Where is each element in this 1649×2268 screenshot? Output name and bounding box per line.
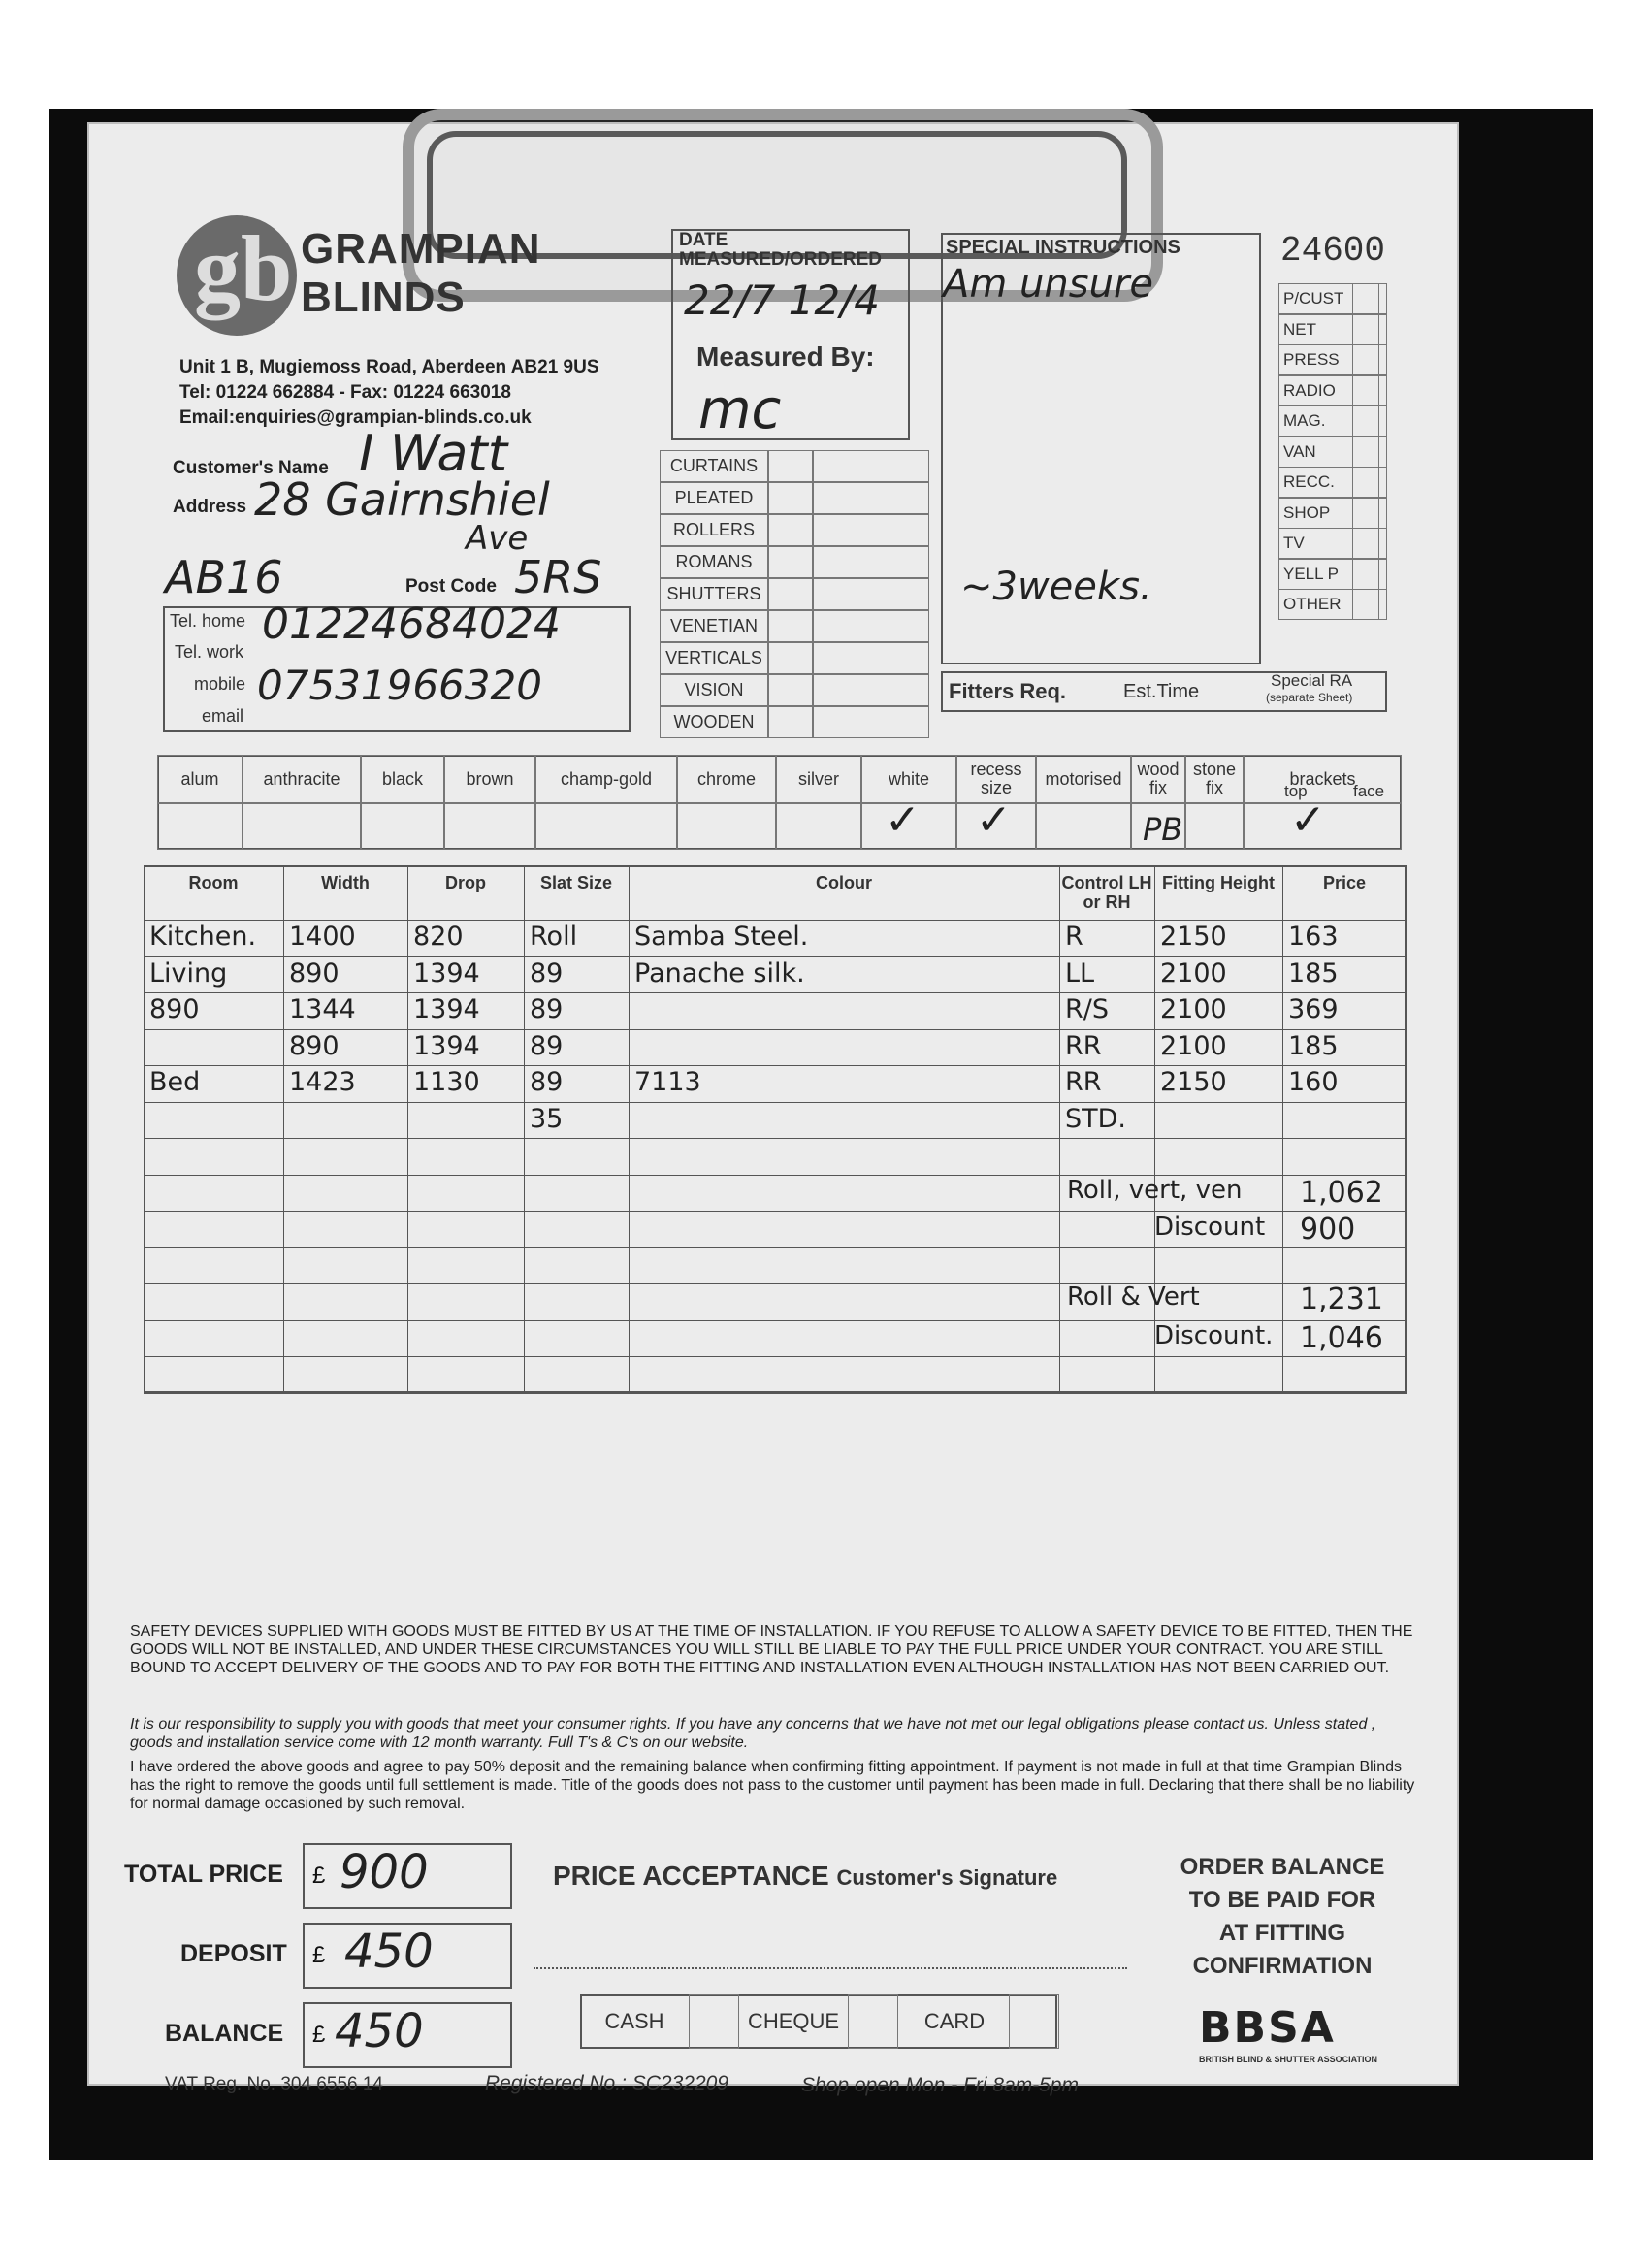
product-type-cell: CURTAINS — [660, 450, 768, 482]
source-option-cell: PRESS — [1278, 344, 1379, 375]
footer-vat: VAT Reg. No. 304 6556 14 — [165, 2074, 383, 2094]
postcode-value: 5RS — [514, 551, 602, 603]
table-row-line — [144, 1211, 1406, 1212]
finish-value-cell — [776, 803, 861, 850]
table-cell: 89 — [530, 1067, 564, 1097]
table-cell: 1344 — [289, 994, 356, 1024]
product-type-box2 — [813, 450, 929, 482]
table-cell: Samba Steel. — [634, 922, 809, 952]
footer-registered: Registered No.: SC232209 — [485, 2072, 728, 2094]
product-type-box — [768, 610, 813, 642]
finish-header-cell: black — [361, 755, 444, 803]
table-cell: 89 — [530, 957, 564, 988]
source-option-cell: SHOP — [1278, 498, 1379, 529]
source-option-check — [1352, 498, 1387, 529]
product-type-box2 — [813, 674, 929, 706]
table-cell: 1394 — [413, 957, 480, 988]
source-option-check — [1352, 528, 1387, 559]
table-header-1: Width — [321, 873, 370, 892]
finish-header-cell: brackets — [1244, 755, 1402, 803]
source-option-check — [1352, 283, 1387, 314]
table-row-line — [144, 1029, 1406, 1030]
deposit-label: DEPOSIT — [180, 1940, 287, 1967]
table-cell: 369 — [1288, 994, 1339, 1024]
bbsa-logo: BBSA — [1199, 2003, 1336, 2053]
table-cell: 2100 — [1160, 957, 1227, 988]
logo-name-line1: GRAMPIAN — [301, 225, 541, 273]
table-cell: 1394 — [413, 994, 480, 1024]
table-cell: 89 — [530, 1030, 564, 1061]
source-option-check — [1352, 559, 1387, 590]
table-cell: 890 — [289, 957, 340, 988]
table-cell: R/S — [1065, 994, 1109, 1024]
table-header-4: Colour — [816, 873, 872, 892]
summary-value: 900 — [1300, 1213, 1356, 1247]
white-check: ✓ — [885, 795, 921, 845]
brackets-face: face — [1353, 782, 1385, 800]
finish-header-cell: brown — [444, 755, 535, 803]
table-cell: 2100 — [1160, 994, 1227, 1024]
payment-method-2: CARD — [923, 2009, 986, 2033]
terms-rights: It is our responsibility to supply you with goods that meet your consumer rights. If you have any concerns that we have not met our legal obligations please contact us. Unless stated , goods and installation service come with 12 month warranty. Full T's & C's on our website. — [130, 1716, 1376, 1751]
signature-line — [534, 1967, 1127, 1969]
finish-header-cell: recess size — [956, 755, 1036, 803]
total-price-value: 900 — [340, 1845, 429, 1899]
source-option-check — [1352, 589, 1387, 620]
price-acceptance-label — [553, 1861, 1057, 1892]
product-type-box — [768, 514, 813, 546]
source-option-cell: YELL P — [1278, 559, 1379, 590]
table-cell: Roll — [530, 922, 578, 952]
finish-value-cell — [535, 803, 677, 850]
table-row-line — [144, 956, 1406, 957]
finish-header-cell: stone fix — [1185, 755, 1244, 803]
table-column-line — [407, 865, 408, 1393]
product-type-box — [768, 450, 813, 482]
top-check: ✓ — [1290, 795, 1326, 845]
table-cell: 1423 — [289, 1067, 356, 1097]
table-cell: 820 — [413, 922, 464, 952]
table-column-line — [629, 865, 630, 1393]
product-type-box2 — [813, 546, 929, 578]
table-cell: STD. — [1065, 1103, 1127, 1134]
summary-label: Discount — [1154, 1213, 1266, 1242]
product-type-box2 — [813, 642, 929, 674]
table-cell: Bed — [149, 1067, 201, 1097]
table-column-line — [1282, 865, 1283, 1393]
table-cell: 7113 — [634, 1067, 701, 1097]
total-price-label: TOTAL PRICE — [124, 1861, 283, 1888]
summary-label: Discount. — [1154, 1321, 1274, 1350]
tel-work-label: Tel. work — [175, 642, 244, 662]
balance-label: BALANCE — [165, 2020, 284, 2047]
payment-method-1: CHEQUE — [747, 2009, 840, 2033]
table-row-line — [144, 992, 1406, 993]
email-label: email — [202, 706, 244, 726]
date-label: DATE MEASURED/ORDERED — [679, 230, 883, 270]
table-cell: 890 — [149, 994, 200, 1024]
finish-header-cell: white — [861, 755, 956, 803]
recess-check: ✓ — [976, 795, 1012, 845]
table-cell: Living — [149, 957, 228, 988]
postcode-label: Post Code — [405, 576, 497, 597]
payment-method-0: CASH — [604, 2009, 664, 2033]
table-column-line — [524, 865, 525, 1393]
table-row-line — [144, 1283, 1406, 1284]
table-cell: 1394 — [413, 1030, 480, 1061]
table-cell: 185 — [1288, 1030, 1339, 1061]
finish-header-cell: wood fix — [1131, 755, 1185, 803]
product-type-cell: ROLLERS — [660, 514, 768, 546]
product-type-cell: VERTICALS — [660, 642, 768, 674]
product-type-box2 — [813, 482, 929, 514]
tel-home-label: Tel. home — [170, 611, 246, 631]
summary-value: 1,046 — [1300, 1321, 1383, 1355]
table-column-line — [283, 865, 284, 1393]
tel-home-value: 01224684024 — [262, 599, 561, 649]
logo-name-line2: BLINDS — [301, 274, 466, 321]
product-type-box2 — [813, 706, 929, 738]
product-type-box — [768, 642, 813, 674]
finish-value-cell — [1036, 803, 1131, 850]
table-header-0: Room — [188, 873, 239, 892]
finish-header-cell: chrome — [677, 755, 776, 803]
product-type-box2 — [813, 578, 929, 610]
wood-fix-mark: PB — [1143, 811, 1183, 848]
table-cell: 35 — [530, 1103, 564, 1134]
source-option-check — [1352, 344, 1387, 375]
source-option-cell: OTHER — [1278, 589, 1379, 620]
product-type-cell: VISION — [660, 674, 768, 706]
deposit-value: 450 — [344, 1925, 434, 1979]
source-option-check — [1352, 314, 1387, 345]
summary-value: 1,062 — [1300, 1176, 1383, 1210]
table-column-line — [1154, 865, 1155, 1393]
fitters-label: Fitters Req. — [949, 679, 1067, 703]
special-ra-label: Special RA — [1271, 671, 1353, 690]
table-cell: RR — [1065, 1030, 1102, 1061]
table-cell: 890 — [289, 1030, 340, 1061]
finish-header-cell: motorised — [1036, 755, 1131, 803]
source-option-check — [1352, 405, 1387, 437]
payment-check-box — [689, 1994, 739, 2049]
product-type-cell: PLEATED — [660, 482, 768, 514]
table-cell: 160 — [1288, 1067, 1339, 1097]
balance-value: 450 — [335, 2004, 424, 2058]
table-cell: 163 — [1288, 922, 1339, 952]
table-row-line — [144, 920, 1406, 921]
footer-hours: Shop open Mon - Fri 8am-5pm — [801, 2074, 1079, 2096]
table-header-6: Fitting Height — [1162, 873, 1275, 892]
finish-header-cell: alum — [157, 755, 242, 803]
special-instructions-note1: Am unsure — [943, 262, 1153, 307]
table-cell: 1400 — [289, 922, 356, 952]
product-type-box — [768, 706, 813, 738]
finish-value-cell — [361, 803, 444, 850]
price-acceptance-title: PRICE ACCEPTANCE — [553, 1861, 829, 1891]
summary-value: 1,231 — [1300, 1282, 1383, 1316]
postcode-prefix: AB16 — [165, 551, 283, 603]
customer-name: I Watt — [359, 425, 508, 483]
brackets-top: top — [1284, 782, 1308, 800]
logo-initials: gb — [194, 216, 293, 320]
table-cell: 89 — [530, 994, 564, 1024]
table-header-2: Drop — [445, 873, 486, 892]
address-label: Address — [173, 497, 247, 517]
payment-check-box — [848, 1994, 898, 2049]
source-option-cell: MAG. — [1278, 405, 1379, 437]
product-type-cell: WOODEN — [660, 706, 768, 738]
table-header-5: Control LH or RH — [1061, 873, 1152, 912]
table-row-line — [144, 1065, 1406, 1066]
product-type-box2 — [813, 514, 929, 546]
source-option-cell: RECC. — [1278, 467, 1379, 498]
special-ra-sub: (separate Sheet) — [1266, 691, 1353, 704]
table-cell: Kitchen. — [149, 922, 257, 952]
table-row-line — [144, 1393, 1406, 1394]
date-value: 22/7 12/4 — [684, 276, 880, 324]
company-address: Unit 1 B, Mugiemoss Road, Aberdeen AB21 9US — [179, 357, 599, 377]
table-cell: 2150 — [1160, 922, 1227, 952]
table-row-line — [144, 1138, 1406, 1139]
product-type-box2 — [813, 610, 929, 642]
mobile-value: 07531966320 — [257, 662, 542, 709]
source-option-check — [1352, 437, 1387, 468]
product-type-box — [768, 578, 813, 610]
finish-value-cell — [677, 803, 776, 850]
finish-value-cell — [1185, 803, 1244, 850]
product-type-box — [768, 482, 813, 514]
order-number: 24600 — [1280, 231, 1386, 271]
table-cell: LL — [1065, 957, 1095, 988]
table-column-line — [1059, 865, 1060, 1393]
table-row-line — [144, 1356, 1406, 1357]
product-type-cell: VENETIAN — [660, 610, 768, 642]
finish-header-cell: silver — [776, 755, 861, 803]
source-option-cell: TV — [1278, 528, 1379, 559]
table-cell: R — [1065, 922, 1083, 952]
order-balance-note: ORDER BALANCE TO BE PAID FOR AT FITTING CONFIRMATION — [1180, 1854, 1385, 1979]
deposit-currency: £ — [312, 1942, 326, 1968]
bbsa-sub: BRITISH BLIND & SHUTTER ASSOCIATION — [1199, 2055, 1377, 2064]
table-cell: RR — [1065, 1067, 1102, 1097]
finish-value-cell — [444, 803, 535, 850]
terms-deposit: I have ordered the above goods and agree to pay 50% deposit and the remaining balance when confirming fitting appointment. If payment is not made in full at that time Grampian Blinds has the right to remove the goods until full settlement is made. Title of the goods does not pass to the customer until payment has been made in full. Declaring that there shall be no liability for normal damage occasioned by such removal. — [130, 1759, 1415, 1812]
special-instructions-note2: ~3weeks. — [960, 565, 1152, 609]
table-header-3: Slat Size — [539, 873, 613, 892]
table-cell: 185 — [1288, 957, 1339, 988]
finish-value-cell — [157, 803, 242, 850]
table-row-line — [144, 1102, 1406, 1103]
source-option-check — [1352, 467, 1387, 498]
payment-check-box — [1009, 1994, 1059, 2049]
source-option-cell: P/CUST — [1278, 283, 1379, 314]
source-option-check — [1352, 375, 1387, 406]
table-cell: 2100 — [1160, 1030, 1227, 1061]
table-header-7: Price — [1322, 873, 1367, 892]
address-line1: 28 Gairnshiel — [254, 473, 550, 526]
table-row-line — [144, 1247, 1406, 1248]
table-cell: 2150 — [1160, 1067, 1227, 1097]
source-option-cell: RADIO — [1278, 375, 1379, 406]
product-type-cell: SHUTTERS — [660, 578, 768, 610]
table-cell: 1130 — [413, 1067, 480, 1097]
balance-currency: £ — [312, 2022, 326, 2048]
terms-safety: SAFETY DEVICES SUPPLIED WITH GOODS MUST BE FITTED BY US AT THE TIME OF INSTALLATION. IF YOU REFUSE TO ALLOW A SAFETY DEVICE TO BE FITTED, THEN THE GOODS WILL NOT BE INSTALLED, AND UNDER THESE CIRCUMSTANCES YOU WILL STILL BE LIABLE TO PAY THE FULL PRICE UNDER YOUR CONTRACT. YOU ARE STILL BOUND TO ACCEPT DELIVERY OF THE GOODS AND TO PAY FOR BOTH THE FITTING AND INSTALLATION EVEN ALTHOUGH INSTALLATION HAS NOT BEEN CARRIED OUT. — [130, 1623, 1413, 1676]
measured-by-label: Measured By: — [696, 341, 875, 372]
company-email: Email:enquiries@grampian-blinds.co.uk — [179, 407, 532, 428]
summary-label: Roll, vert, ven — [1067, 1176, 1243, 1205]
source-option-cell: VAN — [1278, 437, 1379, 468]
company-phone-fax: Tel: 01224 662884 - Fax: 01224 663018 — [179, 382, 511, 403]
measured-by-value: mc — [698, 378, 782, 441]
product-type-box — [768, 674, 813, 706]
address-line2: Ave — [466, 519, 529, 558]
total-currency: £ — [312, 1863, 326, 1889]
product-type-cell: ROMANS — [660, 546, 768, 578]
est-time-label: Est.Time — [1123, 681, 1200, 702]
summary-label: Roll & Vert — [1067, 1282, 1200, 1312]
finish-header-cell: champ-gold — [535, 755, 677, 803]
special-instructions-label: SPECIAL INSTRUCTIONS — [946, 237, 1180, 258]
customer-name-label: Customer's Name — [173, 458, 329, 478]
mobile-label: mobile — [194, 674, 246, 694]
source-option-cell: NET — [1278, 314, 1379, 345]
finish-header-cell: anthracite — [242, 755, 361, 803]
table-cell: Panache silk. — [634, 957, 805, 988]
finish-value-cell — [242, 803, 361, 850]
product-type-box — [768, 546, 813, 578]
price-acceptance-sub: Customer's Signature — [836, 1865, 1058, 1890]
